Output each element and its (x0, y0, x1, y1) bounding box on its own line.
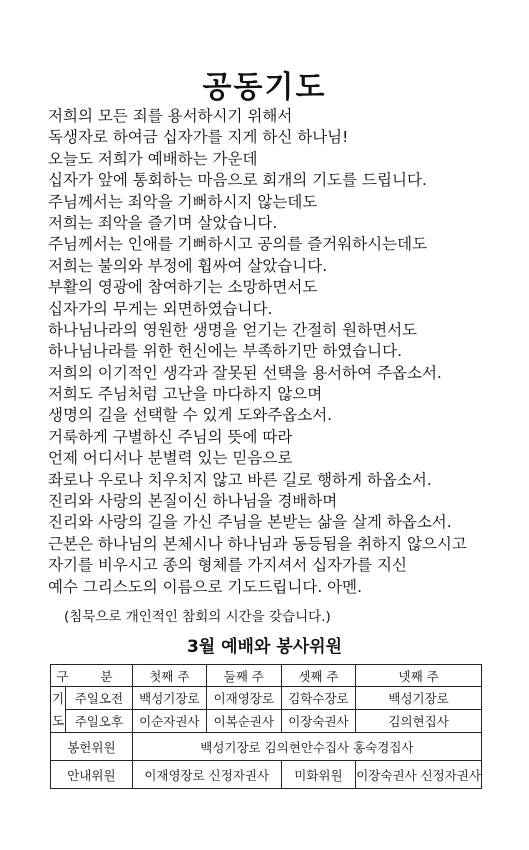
prayer-line: 저희도 주님처럼 고난을 마다하지 않으며 (48, 385, 323, 404)
page-title: 공동기도 (202, 70, 327, 105)
header-week-3: 셋째 주 (281, 665, 356, 687)
prayer-line: 하나님나라의 영원한 생명을 얻기는 간절히 원하면서도 (48, 320, 418, 339)
offering-names: 백성기장로 김의현안수집사 홍숙경집사 (132, 733, 481, 761)
prayer-line: 저희의 모든 죄를 용서하시기 위해서 (48, 107, 293, 125)
prayer-line: 십자가 앞에 통회하는 마음으로 회개의 기도를 드립니다. (48, 171, 427, 190)
prayer-line: 예수 그리스도의 이름으로 기도드립니다. 아멘. (48, 577, 363, 596)
prayer-line: 좌로나 우로나 치우치지 않고 바른 길로 행하게 하옵소서. (48, 470, 432, 489)
offering-label: 봉헌위원 (51, 733, 133, 761)
header-gubun-label: 구 분 (56, 668, 127, 684)
prayer-line: 하나님나라를 위한 헌신에는 부족하기만 하였습니다. (48, 342, 403, 361)
beautify-label: 미화위원 (281, 761, 356, 789)
usher-names: 이재영장로 신정자권사 (132, 761, 281, 789)
prayer-line: 저희는 죄악을 즐기며 살았습니다. (48, 213, 278, 232)
prayer-line: 거룩하게 구별하신 주님의 뜻에 따라 (48, 427, 293, 446)
prayer-text (48, 106, 518, 598)
table-header-row (51, 665, 482, 687)
header-week-4: 넷째 주 (356, 665, 482, 687)
kido-label (51, 687, 66, 733)
prayer-line: 오늘도 저희가 예배하는 가운데 (48, 149, 258, 168)
table-row (51, 733, 482, 761)
table-row (51, 761, 482, 789)
morning-week-4: 백성기장로 (356, 687, 482, 710)
prayer-line: 근본은 하나님의 본체시나 하나님과 동등됨을 취하지 않으시고 (48, 534, 467, 553)
prayer-line: 자기를 비우시고 종의 형체를 가지셔서 십자가를 지신 (48, 556, 407, 575)
prayer-line: 독생자로 하여금 십자가를 지게 하신 하나님! (48, 128, 349, 147)
prayer-line: 언제 어디서나 분별력 있는 믿음으로 (48, 449, 293, 468)
afternoon-week-3: 이장숙권사 (281, 710, 356, 733)
afternoon-week-2: 이복순권사 (206, 710, 281, 733)
prayer-line: 생명의 길을 선택할 수 있게 도와주옵소서. (48, 406, 333, 425)
header-week-2: 둘째 주 (206, 665, 281, 687)
kido-label-2: 도 (51, 712, 65, 728)
morning-week-2: 이재영장로 (206, 687, 281, 710)
morning-label: 주일오전 (66, 687, 133, 710)
prayer-line: 주님께서는 인애를 기뻐하시고 공의를 즐거워하시는데도 (48, 235, 428, 254)
prayer-line: 부활의 영광에 참여하기는 소망하면서도 (48, 278, 318, 297)
prayer-line: 진리와 사랑의 길을 가신 주님을 본받는 삶을 살게 하옵소서. (48, 513, 452, 532)
table-row (51, 710, 482, 733)
prayer-line: 저희의 이기적인 생각과 잘못된 선택을 용서하여 주옵소서. (48, 363, 442, 382)
prayer-line: 진리와 사랑의 본질이신 하나님을 경배하며 (48, 492, 338, 511)
header-gubun (51, 665, 133, 687)
schedule-table (50, 664, 482, 789)
usher-label: 안내위원 (51, 761, 133, 789)
prayer-line: 저희는 불의와 부정에 휩싸여 살았습니다. (48, 256, 328, 275)
morning-week-3: 김학수장로 (281, 687, 356, 710)
beautify-names: 이장숙권사 신정자권사 (356, 761, 482, 789)
afternoon-week-4: 김의현집사 (356, 710, 482, 733)
header-week-1: 첫째 주 (132, 665, 206, 687)
prayer-line: 주님께서는 죄악을 기뻐하시지 않는데도 (48, 192, 318, 211)
silence-note: (침묵으로 개인적인 참회의 시간을 갖습니다.) (64, 609, 331, 625)
schedule-title: 3월 예배와 봉사위원 (186, 637, 343, 657)
morning-week-1: 백성기장로 (132, 687, 206, 710)
prayer-line: 십자가의 무게는 외면하였습니다. (48, 299, 273, 318)
table-row (51, 687, 482, 710)
afternoon-label: 주일오후 (66, 710, 133, 733)
afternoon-week-1: 이순자권사 (132, 710, 206, 733)
kido-label-1: 기 (51, 690, 65, 706)
